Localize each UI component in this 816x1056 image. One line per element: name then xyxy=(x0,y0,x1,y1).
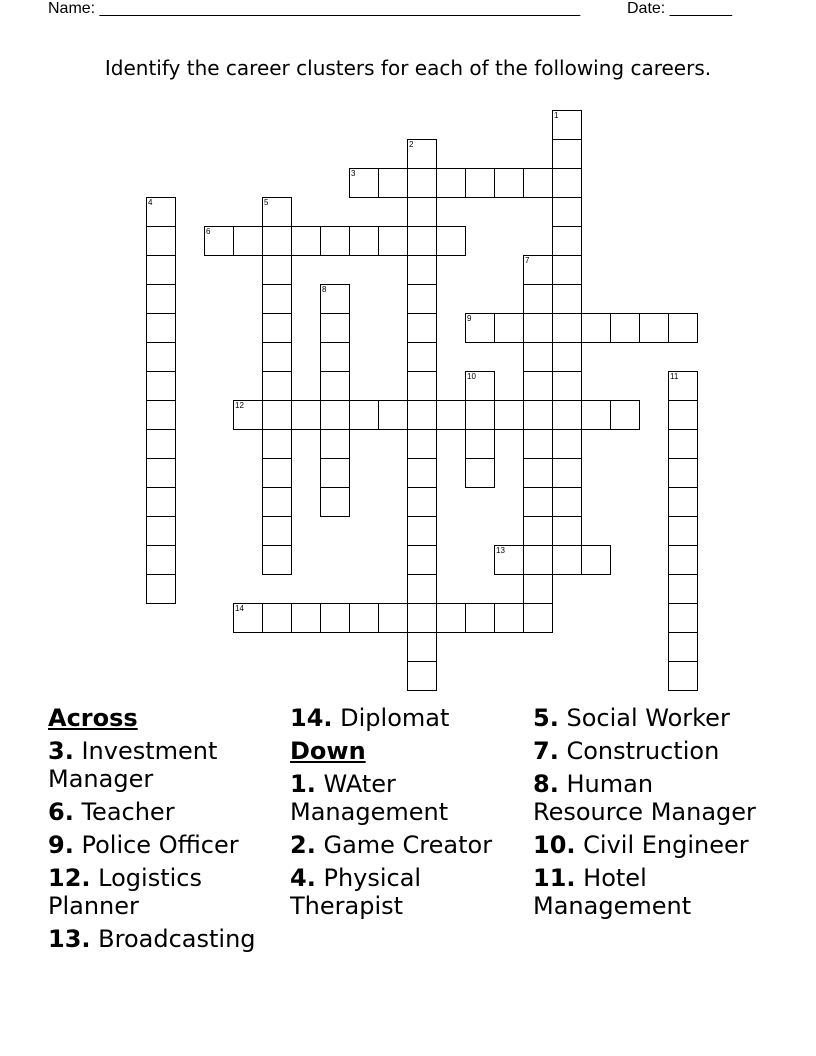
crossword-cell[interactable] xyxy=(610,313,640,343)
crossword-cell[interactable] xyxy=(146,342,176,372)
clue-item-number: 4. xyxy=(290,864,316,892)
crossword-cell[interactable] xyxy=(407,197,437,227)
crossword-cell[interactable] xyxy=(262,313,292,343)
clue-item xyxy=(290,864,526,920)
crossword-cell[interactable] xyxy=(146,458,176,488)
clue-item xyxy=(290,704,526,732)
clue-item-text: Police Officer xyxy=(81,831,239,859)
clue-item-text: Hotel Management xyxy=(533,864,692,920)
clue-item-number: 5. xyxy=(533,704,559,732)
crossword-cell[interactable] xyxy=(291,226,321,256)
crossword-cell[interactable] xyxy=(407,487,437,517)
crossword-cell[interactable] xyxy=(668,487,698,517)
clue-item-number: 11. xyxy=(533,864,576,892)
crossword-cell[interactable] xyxy=(494,603,524,633)
clue-item-number: 2. xyxy=(290,831,316,859)
crossword-cell[interactable] xyxy=(407,255,437,285)
clue-item xyxy=(533,831,769,859)
down-heading: Down xyxy=(290,737,366,765)
clue-item-number: 9. xyxy=(48,831,74,859)
crossword-cell[interactable] xyxy=(523,255,553,285)
crossword-cell[interactable] xyxy=(552,400,582,430)
clue-item-text: Physical Therapist xyxy=(290,864,422,920)
crossword-cell[interactable] xyxy=(378,226,408,256)
clue-item-number: 8. xyxy=(533,770,559,798)
crossword-cell[interactable] xyxy=(552,255,582,285)
crossword-cell[interactable] xyxy=(552,458,582,488)
crossword-cell[interactable] xyxy=(668,400,698,430)
crossword-cell[interactable] xyxy=(262,255,292,285)
clue-item xyxy=(533,770,769,826)
crossword-cell[interactable] xyxy=(146,371,176,401)
crossword-cell[interactable] xyxy=(552,139,582,169)
crossword-cell[interactable] xyxy=(494,545,524,575)
crossword-cell[interactable] xyxy=(407,400,437,430)
instructions: Identify the career clusters for each of the following careers. xyxy=(104,56,712,80)
crossword-cell[interactable] xyxy=(407,545,437,575)
crossword-cell[interactable] xyxy=(523,168,553,198)
crossword-cell[interactable] xyxy=(465,371,495,401)
crossword-cell[interactable] xyxy=(465,168,495,198)
crossword-cell[interactable] xyxy=(465,313,495,343)
crossword-cell[interactable] xyxy=(668,516,698,546)
crossword-cell[interactable] xyxy=(668,313,698,343)
clue-number: 12 xyxy=(235,401,244,410)
crossword-cell[interactable] xyxy=(494,400,524,430)
crossword-cell[interactable] xyxy=(552,197,582,227)
across-heading: Across xyxy=(48,704,138,732)
crossword-cell[interactable] xyxy=(291,400,321,430)
clue-item-text: WAter Management xyxy=(290,770,449,826)
clue-item-number: 1. xyxy=(290,770,316,798)
clue-number: 8 xyxy=(322,285,327,294)
crossword-cell[interactable] xyxy=(262,487,292,517)
crossword-cell[interactable] xyxy=(378,400,408,430)
crossword-cell[interactable] xyxy=(349,168,379,198)
crossword-cell[interactable] xyxy=(552,110,582,140)
clue-item xyxy=(48,831,284,859)
crossword-cell[interactable] xyxy=(349,603,379,633)
crossword-cell[interactable] xyxy=(523,313,553,343)
crossword-cell[interactable] xyxy=(320,487,350,517)
crossword-cell[interactable] xyxy=(407,574,437,604)
crossword-cell[interactable] xyxy=(320,429,350,459)
clue-number: 9 xyxy=(467,314,472,323)
crossword-cell[interactable] xyxy=(262,458,292,488)
crossword-cell[interactable] xyxy=(407,632,437,662)
clue-item xyxy=(48,925,284,953)
crossword-cell[interactable] xyxy=(407,516,437,546)
crossword-cell[interactable] xyxy=(552,284,582,314)
crossword-cell[interactable] xyxy=(407,661,437,691)
crossword-cell[interactable] xyxy=(233,226,263,256)
crossword-cell[interactable] xyxy=(233,400,263,430)
crossword-cell[interactable] xyxy=(494,313,524,343)
clue-item xyxy=(290,831,526,859)
crossword-cell[interactable] xyxy=(407,603,437,633)
crossword-cell[interactable] xyxy=(378,168,408,198)
crossword-cell[interactable] xyxy=(552,545,582,575)
clue-number: 7 xyxy=(525,256,530,265)
crossword-cell[interactable] xyxy=(552,487,582,517)
crossword-cell[interactable] xyxy=(668,632,698,662)
crossword-cell[interactable] xyxy=(552,342,582,372)
crossword-cell[interactable] xyxy=(320,342,350,372)
crossword-cell[interactable] xyxy=(494,168,524,198)
clue-number: 13 xyxy=(496,546,505,555)
name-field-label[interactable]: Name: ______________________________________________________ xyxy=(48,0,581,17)
crossword-cell[interactable] xyxy=(146,574,176,604)
crossword-cell[interactable] xyxy=(465,400,495,430)
clue-column-1 xyxy=(48,704,284,958)
crossword-cell[interactable] xyxy=(552,371,582,401)
crossword-cell[interactable] xyxy=(262,371,292,401)
crossword-cell[interactable] xyxy=(581,545,611,575)
crossword-cell[interactable] xyxy=(320,371,350,401)
crossword-cell[interactable] xyxy=(552,516,582,546)
crossword-cell[interactable] xyxy=(262,226,292,256)
clue-number: 4 xyxy=(148,198,153,207)
crossword-cell[interactable] xyxy=(378,603,408,633)
crossword-cell[interactable] xyxy=(146,545,176,575)
clue-item xyxy=(48,798,284,826)
crossword-cell[interactable] xyxy=(262,197,292,227)
clue-item-number: 6. xyxy=(48,798,74,826)
crossword-cell[interactable] xyxy=(523,603,553,633)
crossword-cell[interactable] xyxy=(552,429,582,459)
clue-number: 5 xyxy=(264,198,269,207)
crossword-cell[interactable] xyxy=(523,284,553,314)
crossword-cell[interactable] xyxy=(407,313,437,343)
crossword-cell[interactable] xyxy=(407,342,437,372)
crossword-cell[interactable] xyxy=(639,313,669,343)
crossword-cell[interactable] xyxy=(320,313,350,343)
crossword-cell[interactable] xyxy=(262,545,292,575)
crossword-cell[interactable] xyxy=(436,603,466,633)
clue-number: 11 xyxy=(670,372,679,381)
crossword-cell[interactable] xyxy=(436,226,466,256)
crossword-cell[interactable] xyxy=(523,574,553,604)
crossword-cell[interactable] xyxy=(349,226,379,256)
crossword-cell[interactable] xyxy=(668,574,698,604)
crossword-cell[interactable] xyxy=(523,545,553,575)
clue-item-text: Diplomat xyxy=(340,704,450,732)
crossword-cell[interactable] xyxy=(407,139,437,169)
clue-item-text: Teacher xyxy=(81,798,175,826)
clue-item xyxy=(533,737,769,765)
clue-number: 6 xyxy=(206,227,211,236)
crossword-cell[interactable] xyxy=(262,342,292,372)
crossword-cell[interactable] xyxy=(349,400,379,430)
crossword-cell[interactable] xyxy=(407,226,437,256)
crossword-cell[interactable] xyxy=(552,226,582,256)
clue-item xyxy=(48,737,284,793)
clue-number: 2 xyxy=(409,140,414,149)
crossword-cell[interactable] xyxy=(262,516,292,546)
crossword-cell[interactable] xyxy=(262,429,292,459)
crossword-cell[interactable] xyxy=(523,371,553,401)
clue-item-number: 7. xyxy=(533,737,559,765)
crossword-cell[interactable] xyxy=(320,284,350,314)
crossword-cell[interactable] xyxy=(233,603,263,633)
crossword-cell[interactable] xyxy=(146,400,176,430)
clue-item-number: 13. xyxy=(48,925,91,953)
crossword-cell[interactable] xyxy=(146,313,176,343)
crossword-cell[interactable] xyxy=(407,168,437,198)
clue-item-text: Construction xyxy=(566,737,720,765)
clue-item-text: Broadcasting xyxy=(98,925,256,953)
crossword-cell[interactable] xyxy=(320,603,350,633)
crossword-cell[interactable] xyxy=(146,516,176,546)
clue-item xyxy=(533,704,769,732)
clue-item-number: 3. xyxy=(48,737,74,765)
clue-item xyxy=(533,864,769,920)
crossword-cell[interactable] xyxy=(668,545,698,575)
crossword-cell[interactable] xyxy=(146,487,176,517)
crossword-cell[interactable] xyxy=(523,516,553,546)
clue-item xyxy=(48,864,284,920)
clue-item-text: Human Resource Manager xyxy=(533,770,756,826)
crossword-cell[interactable] xyxy=(552,168,582,198)
crossword-cell[interactable] xyxy=(523,429,553,459)
crossword-cell[interactable] xyxy=(465,603,495,633)
clue-number: 3 xyxy=(351,169,356,178)
clue-item-text: Logistics Planner xyxy=(48,864,202,920)
clue-number: 1 xyxy=(554,111,559,120)
crossword-cell[interactable] xyxy=(668,371,698,401)
clue-item-text: Game Creator xyxy=(323,831,493,859)
crossword-cell[interactable] xyxy=(523,487,553,517)
crossword-cell[interactable] xyxy=(436,168,466,198)
crossword-cell[interactable] xyxy=(407,284,437,314)
crossword-cell[interactable] xyxy=(552,313,582,343)
crossword-cell[interactable] xyxy=(320,400,350,430)
crossword-cell[interactable] xyxy=(262,400,292,430)
crossword-cell[interactable] xyxy=(523,400,553,430)
crossword-cell[interactable] xyxy=(146,429,176,459)
date-field-label[interactable]: Date: _______ xyxy=(627,0,732,17)
crossword-cell[interactable] xyxy=(436,400,466,430)
crossword-cell[interactable] xyxy=(668,603,698,633)
crossword-cell[interactable] xyxy=(668,458,698,488)
clue-item-number: 12. xyxy=(48,864,91,892)
crossword-cell[interactable] xyxy=(523,342,553,372)
crossword-cell[interactable] xyxy=(610,400,640,430)
crossword-cell[interactable] xyxy=(581,313,611,343)
crossword-cell[interactable] xyxy=(320,226,350,256)
crossword-cell[interactable] xyxy=(320,458,350,488)
crossword-cell[interactable] xyxy=(262,284,292,314)
crossword-cell[interactable] xyxy=(407,429,437,459)
clue-number: 10 xyxy=(467,372,476,381)
clue-number: 14 xyxy=(235,604,244,613)
clue-column-2 xyxy=(290,704,526,925)
crossword-cell[interactable] xyxy=(523,458,553,488)
crossword-cell[interactable] xyxy=(668,661,698,691)
clue-item-text: Investment Manager xyxy=(48,737,218,793)
crossword-cell[interactable] xyxy=(581,400,611,430)
clue-item xyxy=(290,770,526,826)
crossword-cell[interactable] xyxy=(146,197,176,227)
clue-item-number: 14. xyxy=(290,704,333,732)
clue-item-text: Social Worker xyxy=(566,704,730,732)
crossword-cell[interactable] xyxy=(262,603,292,633)
clue-column-3 xyxy=(533,704,769,925)
crossword-cell[interactable] xyxy=(146,255,176,285)
crossword-cell[interactable] xyxy=(465,429,495,459)
crossword-cell[interactable] xyxy=(291,603,321,633)
clue-item-number: 10. xyxy=(533,831,576,859)
crossword-cell[interactable] xyxy=(146,226,176,256)
crossword-cell[interactable] xyxy=(407,458,437,488)
crossword-cell[interactable] xyxy=(668,429,698,459)
crossword-cell[interactable] xyxy=(407,371,437,401)
crossword-cell[interactable] xyxy=(146,284,176,314)
crossword-cell[interactable] xyxy=(465,458,495,488)
clue-item-text: Civil Engineer xyxy=(583,831,749,859)
crossword-cell[interactable] xyxy=(204,226,234,256)
